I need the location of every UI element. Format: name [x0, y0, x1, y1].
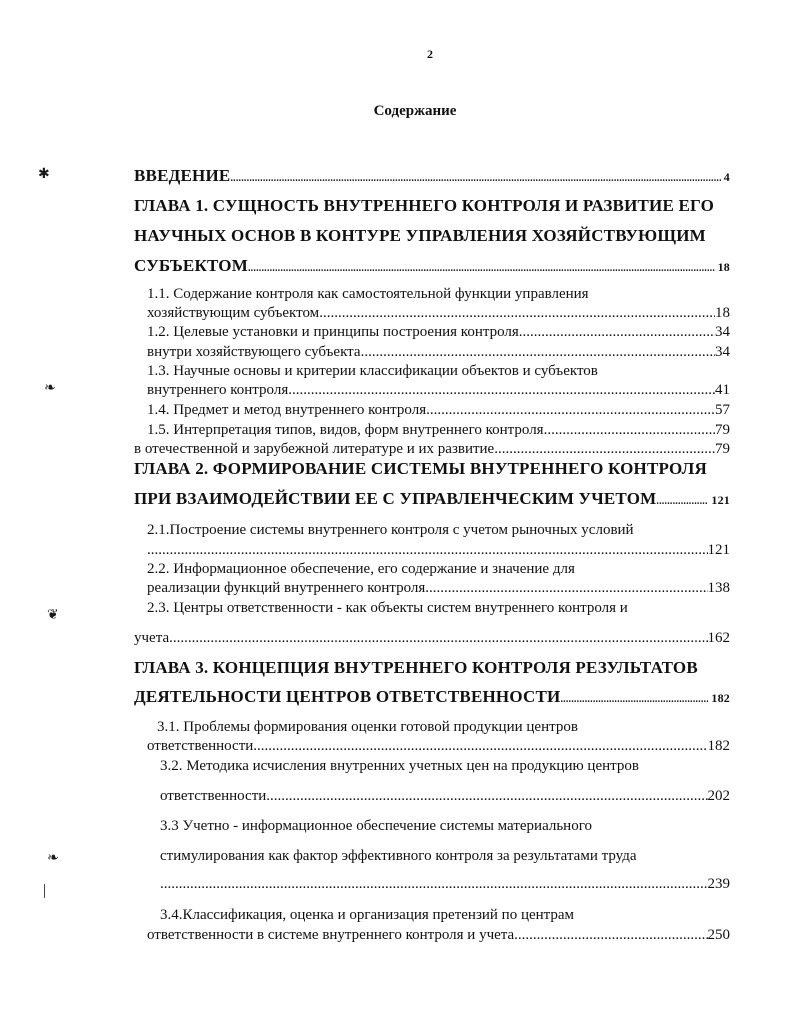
- toc-page-number: 250: [707, 927, 730, 943]
- page-number: 2: [427, 47, 433, 61]
- toc-entry-title: ДЕЯТЕЛЬНОСТИ ЦЕНТРОВ ОТВЕТСТВЕННОСТИ: [134, 687, 561, 706]
- dot-leader: [560, 694, 708, 705]
- toc-entry-section-1-1[interactable]: [147, 305, 730, 322]
- toc-page-number: 202: [707, 788, 730, 804]
- toc-page-number: 18: [717, 260, 730, 274]
- toc-entry-section-3-2[interactable]: [160, 788, 730, 805]
- toc-entry-title: ВВЕДЕНИЕ: [134, 166, 231, 185]
- toc-entry-title: ответственности в системе внутреннего контроля и учета: [147, 927, 515, 943]
- toc-section-3-2-title[interactable]: 3.2. Методика исчисления внутренних учетных цен на продукцию центров: [160, 758, 639, 774]
- dot-leader: [519, 324, 715, 341]
- toc-entry-title: ответственности: [160, 788, 267, 804]
- scan-mark-icon: ✱: [38, 166, 50, 182]
- toc-entry-title: ПРИ ВЗАИМОДЕЙСТВИИ ЕЕ С УПРАВЛЕНЧЕСКИМ УЧЕТОМ: [134, 489, 657, 508]
- toc-entry-section-1-3[interactable]: [147, 382, 730, 399]
- dot-leader: [248, 263, 715, 274]
- dot-leader: [514, 927, 707, 944]
- toc-section-1-1-title[interactable]: 1.1. Содержание контроля как самостоятельной функции управления: [147, 286, 589, 302]
- toc-entry-title: ответственности: [147, 738, 254, 754]
- dot-leader: [425, 580, 707, 597]
- toc-entry-introduction[interactable]: [134, 166, 730, 186]
- dot-leader: [656, 496, 708, 507]
- toc-page-number: 4: [723, 170, 730, 184]
- toc-section-3-1-title[interactable]: 3.1. Проблемы формирования оценки готовой продукции центров: [157, 719, 578, 735]
- toc-page-number: 182: [707, 738, 730, 754]
- toc-entry-title: в отечественной и зарубежной литературе и их развитие: [134, 441, 495, 457]
- toc-entry-section-1-2-cont[interactable]: [147, 344, 730, 361]
- toc-entry-title: 1.4. Предмет и метод внутреннего контроля: [147, 402, 427, 418]
- dot-leader: [361, 344, 715, 361]
- toc-section-2-3-title[interactable]: 2.3. Центры ответственности - как объекты систем внутреннего контроля и: [147, 600, 628, 616]
- scan-mark-icon: ❦: [47, 607, 59, 623]
- toc-section-1-3-title[interactable]: 1.3. Научные основы и критерии классификации объектов и субъектов: [147, 363, 598, 379]
- dot-leader: [160, 876, 708, 893]
- toc-page-number: 79: [715, 441, 730, 457]
- toc-entry-title: внутри хозяйствующего субъекта: [147, 344, 361, 360]
- toc-section-2-1-title[interactable]: 2.1.Построение системы внутреннего контроля с учетом рыночных условий: [147, 522, 634, 538]
- dot-leader: [544, 422, 715, 439]
- toc-entry-title: хозяйствующим субъектом: [147, 305, 320, 321]
- toc-page-number: 18: [715, 305, 730, 321]
- scan-mark-icon: ❧: [44, 380, 56, 396]
- toc-entry-section-2-2[interactable]: [147, 580, 730, 597]
- toc-entry-chapter-1[interactable]: [134, 256, 730, 276]
- toc-entry-section-1-5-cont[interactable]: [134, 441, 730, 458]
- scan-speck: [44, 884, 45, 898]
- toc-section-3-4-title[interactable]: 3.4.Классификация, оценка и организация претензий по центрам: [160, 907, 575, 923]
- toc-entry-section-3-3[interactable]: [160, 876, 730, 893]
- toc-entry-chapter-3[interactable]: [134, 687, 730, 707]
- toc-entry-section-2-1[interactable]: [147, 542, 730, 559]
- dot-leader: [319, 305, 715, 322]
- toc-entry-section-1-2[interactable]: [147, 324, 730, 341]
- toc-chapter-2-title[interactable]: ГЛАВА 2. ФОРМИРОВАНИЕ СИСТЕМЫ ВНУТРЕННЕГО КОНТРОЛЯ: [134, 459, 707, 478]
- scan-mark-icon: ❧: [47, 850, 59, 866]
- toc-entry-title: внутреннего контроля: [147, 382, 289, 398]
- toc-entry-title: учета: [134, 630, 170, 646]
- toc-page-number: 138: [707, 580, 730, 596]
- toc-chapter-3-title[interactable]: ГЛАВА 3. КОНЦЕПЦИЯ ВНУТРЕННЕГО КОНТРОЛЯ РЕЗУЛЬТАТОВ: [134, 658, 698, 677]
- dot-leader: [253, 738, 707, 755]
- toc-page-number: 34: [715, 344, 730, 360]
- toc-chapter-1-title[interactable]: НАУЧНЫХ ОСНОВ В КОНТУРЕ УПРАВЛЕНИЯ ХОЗЯЙСТВУЮЩИМ: [134, 226, 706, 245]
- toc-chapter-1-title[interactable]: ГЛАВА 1. СУЩНОСТЬ ВНУТРЕННЕГО КОНТРОЛЯ И РАЗВИТИЕ ЕГО: [134, 196, 715, 215]
- toc-entry-title: 1.5. Интерпретация типов, видов, форм внутреннего контроля: [147, 422, 544, 438]
- toc-page-number: 41: [715, 382, 730, 398]
- dot-leader: [426, 402, 715, 419]
- toc-page-number: 162: [707, 630, 730, 646]
- dot-leader: [288, 382, 715, 399]
- page-title: Содержание: [373, 103, 457, 119]
- toc-entry-section-1-4[interactable]: [147, 402, 730, 419]
- toc-section-2-2-title[interactable]: 2.2. Информационное обеспечение, его содержание и значение для: [147, 561, 575, 577]
- toc-section-3-3-title[interactable]: стимулирования как фактор эффективного контроля за результатами труда: [160, 848, 637, 864]
- toc-section-3-3-title[interactable]: 3.3 Учетно - информационное обеспечение системы материального: [160, 818, 592, 834]
- toc-page-number: 57: [715, 402, 730, 418]
- toc-page-number: 121: [707, 542, 730, 558]
- dot-leader: [230, 173, 720, 184]
- toc-page-number: 182: [711, 691, 730, 705]
- toc-entry-section-3-1[interactable]: [147, 738, 730, 755]
- toc-page-number: 34: [715, 324, 730, 340]
- toc-entry-title: СУБЪЕКТОМ: [134, 256, 248, 275]
- toc-page-number: 79: [715, 422, 730, 438]
- toc-entry-title: реализации функций внутреннего контроля: [147, 580, 426, 596]
- toc-entry-section-3-4[interactable]: [147, 927, 730, 944]
- toc-entry-title: 1.2. Целевые установки и принципы построения контроля: [147, 324, 519, 340]
- toc-entry-section-2-3[interactable]: [134, 630, 730, 647]
- dot-leader: [494, 441, 715, 458]
- dot-leader: [169, 630, 707, 647]
- dot-leader: [147, 542, 708, 559]
- dot-leader: [266, 788, 707, 805]
- toc-page-number: 121: [711, 493, 730, 507]
- toc-page-number: 239: [707, 876, 730, 892]
- toc-entry-chapter-2[interactable]: [134, 489, 730, 509]
- toc-entry-section-1-5[interactable]: [147, 422, 730, 439]
